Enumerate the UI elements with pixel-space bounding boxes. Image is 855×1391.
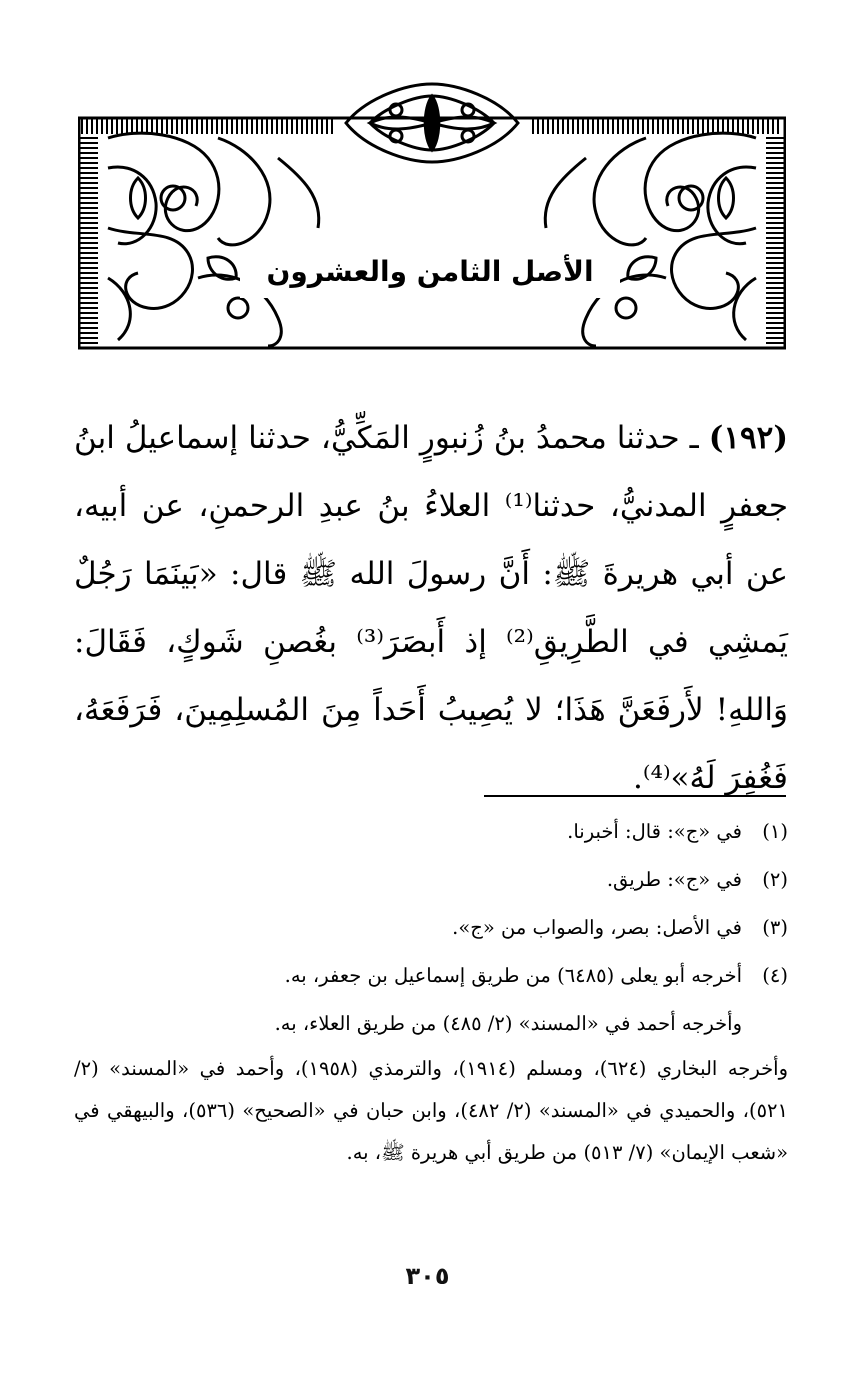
footnote-continuation: وأخرجه البخاري (٦٢٤)، ومسلم (١٩١٤)، والترمذي (١٩٥٨)، وأحمد في «المسند» (٢/ ٥٢١)، والحميدي في «المسند» (٢/ ٤٨٢)، وابن حبان في «الصحيح» (٥٣٦)، والبيهقي في «شعب الإيمان» (٧/ ٥١٣) من طريق أبي هريرة ﷺ، به. — [74, 1057, 788, 1164]
footnote-text: أخرجه أبو يعلى (٦٤٨٥) من طريق إسماعيل بن جعفر، به. — [284, 964, 742, 987]
footnote-item — [74, 904, 788, 952]
page-number: ٣٠٥ — [405, 1262, 450, 1290]
footnote-item — [74, 808, 788, 856]
hadith-paragraph — [74, 404, 788, 812]
hadith-text: ـ حدثنا محمدُ بنُ زُنبورٍ المَكِّيُّ، حدثنا إسماعيلُ ابنُ جعفرٍ المدنيُّ، حدثنا⁽¹⁾ العلاءُ بنُ عبدِ الرحمنِ، عن أبيه، عن أبي هريرةَ ﷺ: أَنَّ رسولَ الله ﷺ قال: «بَينَمَا رَجُلٌ يَمشِي في الطَّرِيقِ⁽²⁾ إذ أَبصَرَ⁽³⁾ بغُصنِ شَوكٍ، فَقَالَ: وَاللهِ! لأَرفَعَنَّ هَذَا؛ لا يُصِيبُ أَحَداً مِنَ المُسلِمِينَ، فَرَفَعَهُ، فَغُفِرَ لَهُ»⁽⁴⁾. — [74, 420, 789, 796]
footnote-divider — [484, 795, 786, 797]
footnote-number: (٣) — [762, 916, 788, 939]
footnote-number: (٢) — [762, 868, 788, 891]
footnote-text: في «ج»: طريق. — [606, 868, 742, 891]
footnote-text: في «ج»: قال: أخبرنا. — [567, 820, 742, 843]
arabesque-header-ornament-icon — [78, 78, 786, 350]
footnote-item — [74, 952, 788, 1000]
footnotes — [74, 808, 788, 1174]
footnote-item — [74, 856, 788, 904]
footnote-number: (٤) — [762, 964, 788, 987]
footnote-continuation: وأخرجه أحمد في «المسند» (٢/ ٤٨٥) من طريق العلاء، به. — [274, 1012, 742, 1035]
chapter-title: الأصل الثامن والعشرون — [240, 246, 620, 298]
footnote-number: (١) — [762, 820, 788, 843]
footnote-text: في الأصل: بصر، والصواب من «ج». — [452, 916, 742, 939]
hadith-number: (١٩٢) — [708, 420, 788, 456]
